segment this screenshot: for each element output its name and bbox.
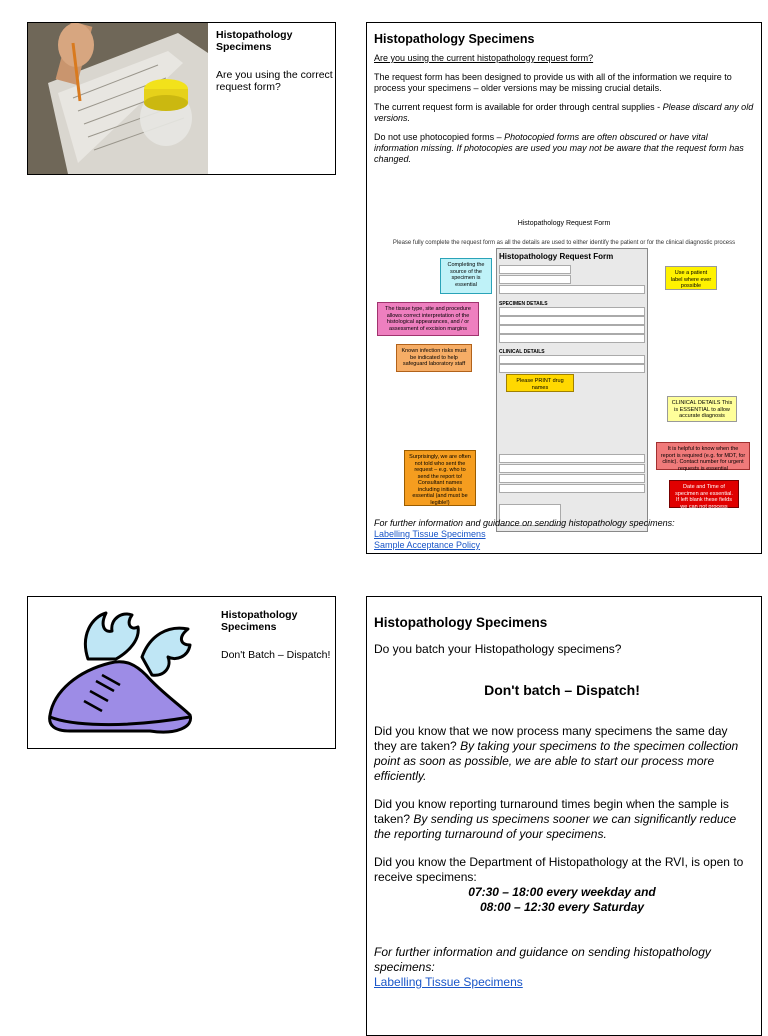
opening-hours-weekday: 07:30 – 18:00 every weekday and xyxy=(468,885,656,899)
callout-tissue: The tissue type, site and procedure allows correct interpretation of the histological appearances, and / or assessment of excision margins xyxy=(377,302,479,336)
callout-drug-names: Please PRINT drug names xyxy=(506,374,574,392)
paragraph-design: The request form has been designed to provide us with all of the information we require to process your specimens – older versions may be missing crucial details. xyxy=(374,72,732,93)
link-labelling[interactable]: Labelling Tissue Specimens xyxy=(374,529,486,539)
callout-sender: Surprisingly, we are often not told who sent the request – e.g. who to send the report to! Consultant names including initials is essential (and must be legible!) xyxy=(404,450,476,506)
section-title: Histopathology Specimens xyxy=(374,32,535,46)
card-dont-batch-details xyxy=(366,596,762,1036)
card-question: Are you using the correct request form? xyxy=(216,69,333,93)
card-request-form-summary xyxy=(27,22,336,175)
section-title: Histopathology Specimens xyxy=(374,615,548,630)
card-request-form-details xyxy=(366,22,762,554)
section-question: Are you using the current histopathology request form? xyxy=(374,53,594,63)
further-info-text: For further information and guidance on sending histopathology specimens: xyxy=(374,945,711,974)
paragraph-supplies: The current request form is available for order through central supplies - Please discard any old versions. xyxy=(374,102,754,123)
form-filling-photo xyxy=(28,23,208,174)
link-sample-acceptance[interactable]: Sample Acceptance Policy xyxy=(374,540,481,550)
link-labelling[interactable]: Labelling Tissue Specimens xyxy=(374,975,523,989)
callout-clinical: CLINICAL DETAILS This is ESSENTIAL to allow accurate diagnosis xyxy=(667,396,737,422)
paragraph-same-day: Did you know that we now process many specimens the same day they are taken? By taking your specimens to the specimen collection point as soon as possible, we are able to start our process more efficiently. xyxy=(374,724,739,783)
specimen-details-label: SPECIMEN DETAILS xyxy=(499,301,548,307)
clinical-details-label: CLINICAL DETAILS xyxy=(499,349,545,355)
further-info-text: For further information and guidance on sending histopathology specimens: xyxy=(374,518,675,528)
winged-shoe-icon xyxy=(40,605,205,741)
figure-title: Histopathology Request Form xyxy=(517,220,611,227)
callout-patient-label: Use a patient label where ever possible xyxy=(665,266,717,290)
request-form-figure xyxy=(374,214,754,539)
paragraph-turnaround: Did you know reporting turnaround times begin when the sample is taken? By sending us specimens sooner we can significantly reduce the reporting turnaround of your specimens. xyxy=(374,797,737,841)
callout-time: Date and Time of specimen are essential. If left blank these fields we can not process specimens xyxy=(669,480,739,508)
callout-report: It is helpful to know when the report is required (e.g. for MDT, for clinic). Contact number for urgent requests is essential xyxy=(656,442,750,470)
card-title: Histopathology Specimens xyxy=(216,29,293,53)
headline: Don't batch – Dispatch! xyxy=(484,682,640,698)
card-slogan: Don't Batch – Dispatch! xyxy=(221,649,331,661)
card-title: Histopathology Specimens xyxy=(221,609,298,633)
callout-infection: Known infection risks must be indicated to help safeguard laboratory staff xyxy=(396,344,472,372)
form-header: Histopathology Request Form xyxy=(499,252,614,261)
figure-subtitle: Please fully complete the request form as all the details are used to either identify the patient or for the clinical diagnostic process xyxy=(392,240,736,246)
section-question: Do you batch your Histopathology specimens? xyxy=(374,642,622,656)
paragraph-photocopies: Do not use photocopied forms – Photocopied forms are often obscured or have vital information missing. If photocopies are used you may not be aware that the request form has changed. xyxy=(374,132,744,164)
paragraph-opening: Did you know the Department of Histopathology at the RVI, is open to receive specimens: xyxy=(374,855,744,884)
opening-hours-saturday: 08:00 – 12:30 every Saturday xyxy=(479,900,645,914)
card-dont-batch-summary xyxy=(27,596,336,749)
callout-source: Completing the source of the specimen is essential xyxy=(440,258,492,294)
